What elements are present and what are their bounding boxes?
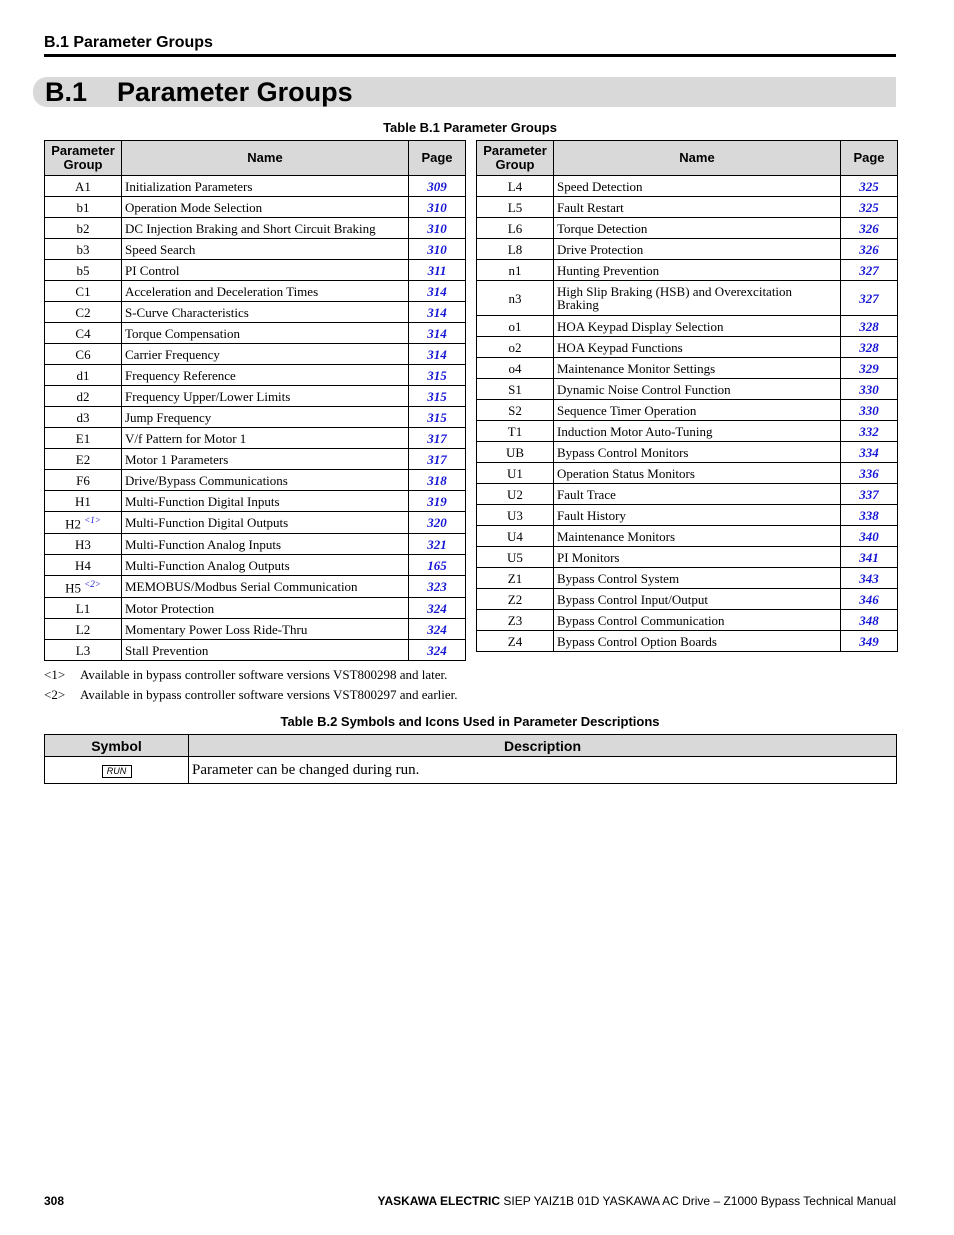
name-cell: Bypass Control Communication (554, 610, 841, 631)
group-cell (45, 555, 122, 576)
group-code: U1 (507, 465, 523, 481)
name-cell: MEMOBUS/Modbus Serial Communication (122, 576, 409, 598)
page-link[interactable]: 315 (409, 386, 466, 407)
group-cell (45, 512, 122, 534)
group-cell (45, 428, 122, 449)
page-link[interactable]: 325 (841, 176, 898, 197)
page-link[interactable]: 324 (409, 640, 466, 661)
group-cell (45, 470, 122, 491)
table-row (477, 218, 898, 239)
table-row (45, 598, 466, 619)
group-code: d1 (76, 367, 90, 383)
group-code: H5 (65, 580, 81, 596)
group-cell (477, 631, 554, 652)
name-cell: Motor 1 Parameters (122, 449, 409, 470)
group-cell (45, 365, 122, 386)
table-row (45, 260, 466, 281)
name-cell: Torque Compensation (122, 323, 409, 344)
table-row (477, 337, 898, 358)
page-link[interactable]: 326 (841, 239, 898, 260)
page-link[interactable]: 317 (409, 449, 466, 470)
group-cell (45, 281, 122, 302)
group-code: o1 (508, 318, 522, 334)
group-cell (45, 302, 122, 323)
page-link[interactable]: 328 (841, 337, 898, 358)
name-cell: PI Monitors (554, 547, 841, 568)
table-row (45, 386, 466, 407)
group-code: C2 (75, 304, 91, 320)
section-heading-bar (33, 77, 896, 107)
page-link[interactable]: 310 (409, 197, 466, 218)
group-cell (477, 400, 554, 421)
page-link[interactable]: 314 (409, 344, 466, 365)
group-cell (477, 281, 554, 316)
name-cell: Induction Motor Auto-Tuning (554, 421, 841, 442)
table-row (45, 757, 897, 784)
group-cell (477, 316, 554, 337)
page-link[interactable]: 341 (841, 547, 898, 568)
group-code: H1 (75, 493, 91, 509)
parameter-groups-table-left (44, 140, 466, 661)
name-cell: Drive/Bypass Communications (122, 470, 409, 491)
group-code: A1 (75, 178, 91, 194)
name-cell: Motor Protection (122, 598, 409, 619)
table-row (45, 176, 466, 197)
table-row (477, 400, 898, 421)
group-code: L3 (75, 642, 91, 658)
table-row (477, 547, 898, 568)
table-row (477, 239, 898, 260)
page-link[interactable]: 314 (409, 281, 466, 302)
table-row (477, 316, 898, 337)
table-row (477, 442, 898, 463)
group-code: UB (505, 444, 525, 460)
table-row (45, 218, 466, 239)
group-code: U5 (507, 549, 523, 565)
group-cell (477, 239, 554, 260)
table-row (477, 589, 898, 610)
group-cell (477, 337, 554, 358)
page-link[interactable]: 340 (841, 526, 898, 547)
page-link[interactable]: 325 (841, 197, 898, 218)
group-cell (45, 176, 122, 197)
group-code: C4 (75, 325, 91, 341)
section-title-text: Parameter Groups (117, 77, 353, 107)
table-row (477, 463, 898, 484)
group-cell (45, 491, 122, 512)
name-cell: Operation Mode Selection (122, 197, 409, 218)
footnote-2 (44, 687, 458, 703)
col-header-name: Name (554, 141, 841, 176)
group-code: E2 (75, 451, 91, 467)
name-cell: S-Curve Characteristics (122, 302, 409, 323)
group-cell (45, 323, 122, 344)
name-cell: Drive Protection (554, 239, 841, 260)
group-cell (45, 407, 122, 428)
table-row (45, 407, 466, 428)
group-code: L6 (507, 220, 523, 236)
footer-doc-title: SIEP YAIZ1B 01D YASKAWA AC Drive – Z1000 Bypass Technical Manual (500, 1194, 896, 1208)
page-link[interactable]: 349 (841, 631, 898, 652)
group-code: d2 (76, 388, 90, 404)
description-cell: Parameter can be changed during run. (189, 757, 897, 784)
group-cell (45, 197, 122, 218)
group-code: Z2 (507, 591, 523, 607)
group-code: L5 (507, 199, 523, 215)
table-row (477, 526, 898, 547)
group-cell (477, 505, 554, 526)
page-link[interactable]: 326 (841, 218, 898, 239)
group-code: U4 (507, 528, 523, 544)
footnote-reference-link[interactable]: <2> (84, 579, 101, 590)
name-cell: Carrier Frequency (122, 344, 409, 365)
table-row (477, 176, 898, 197)
page-link[interactable]: 320 (409, 512, 466, 534)
group-code: C1 (75, 283, 91, 299)
name-cell: HOA Keypad Functions (554, 337, 841, 358)
name-cell: Fault Trace (554, 484, 841, 505)
footnote-mark: <1> (44, 667, 66, 682)
footer-manual-title (378, 1194, 896, 1208)
table-row (477, 568, 898, 589)
table-row (477, 484, 898, 505)
page-link[interactable]: 309 (409, 176, 466, 197)
group-code: L2 (75, 621, 91, 637)
running-header: B.1 Parameter Groups (44, 34, 896, 57)
name-cell: Multi-Function Analog Inputs (122, 534, 409, 555)
symbols-table (44, 734, 897, 784)
table-b2-caption: Table B.2 Symbols and Icons Used in Parameter Descriptions (280, 714, 660, 729)
group-code: n1 (508, 262, 522, 278)
group-code: H3 (75, 536, 91, 552)
table-row (45, 365, 466, 386)
name-cell: Bypass Control Monitors (554, 442, 841, 463)
page-link[interactable]: 318 (409, 470, 466, 491)
page-link[interactable]: 329 (841, 358, 898, 379)
group-cell (477, 379, 554, 400)
name-cell: Jump Frequency (122, 407, 409, 428)
group-code: E1 (75, 430, 91, 446)
name-cell: Speed Detection (554, 176, 841, 197)
footnote-text: Available in bypass controller software versions VST800298 and later. (80, 667, 448, 682)
group-code: Z4 (507, 633, 523, 649)
name-cell: High Slip Braking (HSB) and Overexcitation Braking (554, 281, 841, 316)
table-row (45, 470, 466, 491)
group-cell (45, 386, 122, 407)
page-link[interactable]: 310 (409, 239, 466, 260)
group-cell (45, 576, 122, 598)
group-code: d3 (76, 409, 90, 425)
table-row (45, 197, 466, 218)
name-cell: Frequency Upper/Lower Limits (122, 386, 409, 407)
page-link[interactable]: 343 (841, 568, 898, 589)
page-link[interactable]: 330 (841, 400, 898, 421)
page-link[interactable]: 330 (841, 379, 898, 400)
group-code: o4 (508, 360, 522, 376)
name-cell: Operation Status Monitors (554, 463, 841, 484)
page-link[interactable]: 332 (841, 421, 898, 442)
name-cell: Hunting Prevention (554, 260, 841, 281)
group-cell (477, 358, 554, 379)
footer-brand: YASKAWA ELECTRIC (377, 1194, 501, 1208)
group-cell (477, 526, 554, 547)
name-cell: Maintenance Monitor Settings (554, 358, 841, 379)
name-cell: Fault History (554, 505, 841, 526)
group-cell (477, 547, 554, 568)
group-code: T1 (507, 423, 523, 439)
name-cell: Multi-Function Digital Outputs (122, 512, 409, 534)
group-code: H4 (75, 557, 91, 573)
page-footer (44, 1194, 896, 1210)
name-cell: PI Control (122, 260, 409, 281)
name-cell: Sequence Timer Operation (554, 400, 841, 421)
col-header-name: Name (122, 141, 409, 176)
table-row (45, 491, 466, 512)
name-cell: Bypass Control Input/Output (554, 589, 841, 610)
table-row (45, 323, 466, 344)
page-link[interactable]: 324 (409, 619, 466, 640)
page-link[interactable]: 314 (409, 302, 466, 323)
group-cell (477, 568, 554, 589)
group-cell (45, 598, 122, 619)
parameter-groups-table-right (476, 140, 898, 652)
table-row (45, 239, 466, 260)
group-cell (45, 449, 122, 470)
table-row (45, 344, 466, 365)
run-symbol-icon: RUN (102, 765, 132, 778)
col-header-description: Description (189, 735, 897, 757)
group-cell (45, 239, 122, 260)
table-row (477, 421, 898, 442)
group-cell (477, 260, 554, 281)
page-link[interactable]: 338 (841, 505, 898, 526)
page-link[interactable]: 311 (409, 260, 466, 281)
footnote-text: Available in bypass controller software versions VST800297 and earlier. (80, 687, 458, 702)
group-cell (477, 421, 554, 442)
table-row (45, 576, 466, 598)
table-row (45, 302, 466, 323)
group-cell (477, 218, 554, 239)
group-cell (45, 619, 122, 640)
name-cell: DC Injection Braking and Short Circuit Braking (122, 218, 409, 239)
name-cell: Initialization Parameters (122, 176, 409, 197)
page-link[interactable]: 315 (409, 365, 466, 386)
group-code: S2 (508, 402, 522, 418)
table-row (477, 197, 898, 218)
page-link[interactable]: 327 (841, 281, 898, 316)
group-cell (477, 484, 554, 505)
page-link[interactable]: 315 (409, 407, 466, 428)
footnote-mark: <2> (44, 687, 66, 702)
table-row (477, 631, 898, 652)
name-cell: Momentary Power Loss Ride-Thru (122, 619, 409, 640)
page-link[interactable]: 336 (841, 463, 898, 484)
page-link[interactable]: 314 (409, 323, 466, 344)
col-header-page: Page (841, 141, 898, 176)
name-cell: HOA Keypad Display Selection (554, 316, 841, 337)
group-code: F6 (76, 472, 90, 488)
col-header-group: Parameter Group (477, 141, 554, 176)
group-code: L1 (75, 600, 91, 616)
group-cell (45, 534, 122, 555)
group-code: n3 (508, 290, 522, 306)
table-row (45, 281, 466, 302)
group-cell (477, 442, 554, 463)
page-link[interactable]: 346 (841, 589, 898, 610)
group-code: L4 (507, 178, 523, 194)
section-number: B.1 (45, 77, 88, 107)
page-link[interactable]: 323 (409, 576, 466, 598)
table-row (45, 449, 466, 470)
table-row (45, 555, 466, 576)
table-row (477, 505, 898, 526)
table-row (45, 428, 466, 449)
name-cell: Bypass Control System (554, 568, 841, 589)
symbol-cell (45, 757, 189, 784)
table-row (45, 512, 466, 534)
group-cell (45, 344, 122, 365)
name-cell: Bypass Control Option Boards (554, 631, 841, 652)
page-link[interactable]: 165 (409, 555, 466, 576)
table-row (477, 260, 898, 281)
name-cell: Speed Search (122, 239, 409, 260)
footnote-reference-link[interactable]: <1> (84, 515, 101, 526)
page-link[interactable]: 310 (409, 218, 466, 239)
col-header-symbol: Symbol (45, 735, 189, 757)
group-code: b1 (76, 199, 90, 215)
page-link[interactable]: 324 (409, 598, 466, 619)
group-cell (477, 610, 554, 631)
section-title (45, 77, 353, 108)
group-code: L8 (507, 241, 523, 257)
group-cell (45, 260, 122, 281)
table-row (45, 619, 466, 640)
col-header-group: Parameter Group (45, 141, 122, 176)
page-link[interactable]: 348 (841, 610, 898, 631)
name-cell: Torque Detection (554, 218, 841, 239)
group-code: o2 (508, 339, 522, 355)
group-code: S1 (508, 381, 522, 397)
table-row (477, 610, 898, 631)
page-link[interactable]: 327 (841, 260, 898, 281)
page-link[interactable]: 337 (841, 484, 898, 505)
table-b1-caption: Table B.1 Parameter Groups (383, 120, 557, 135)
name-cell: Acceleration and Deceleration Times (122, 281, 409, 302)
name-cell: Fault Restart (554, 197, 841, 218)
group-cell (45, 218, 122, 239)
group-code: Z3 (507, 612, 523, 628)
group-cell (477, 197, 554, 218)
table-row (477, 379, 898, 400)
group-code: C6 (75, 346, 91, 362)
col-header-page: Page (409, 141, 466, 176)
name-cell: Maintenance Monitors (554, 526, 841, 547)
name-cell: Dynamic Noise Control Function (554, 379, 841, 400)
page-link[interactable]: 328 (841, 316, 898, 337)
name-cell: Frequency Reference (122, 365, 409, 386)
group-code: b2 (76, 220, 90, 236)
page-link[interactable]: 317 (409, 428, 466, 449)
group-code: b5 (76, 262, 90, 278)
group-code: Z1 (507, 570, 523, 586)
group-code: b3 (76, 241, 90, 257)
table-row (45, 640, 466, 661)
group-cell (477, 176, 554, 197)
footnote-1 (44, 667, 447, 683)
group-cell (477, 589, 554, 610)
name-cell: Multi-Function Digital Inputs (122, 491, 409, 512)
name-cell: V/f Pattern for Motor 1 (122, 428, 409, 449)
group-code: H2 (65, 516, 81, 532)
name-cell: Stall Prevention (122, 640, 409, 661)
group-cell (477, 463, 554, 484)
group-cell (45, 640, 122, 661)
page-link[interactable]: 334 (841, 442, 898, 463)
table-row (477, 358, 898, 379)
name-cell: Multi-Function Analog Outputs (122, 555, 409, 576)
table-row (477, 281, 898, 316)
page-number: 308 (44, 1194, 65, 1208)
page-link[interactable]: 321 (409, 534, 466, 555)
group-code: U3 (507, 507, 523, 523)
table-row (45, 534, 466, 555)
page-link[interactable]: 319 (409, 491, 466, 512)
group-code: U2 (507, 486, 523, 502)
